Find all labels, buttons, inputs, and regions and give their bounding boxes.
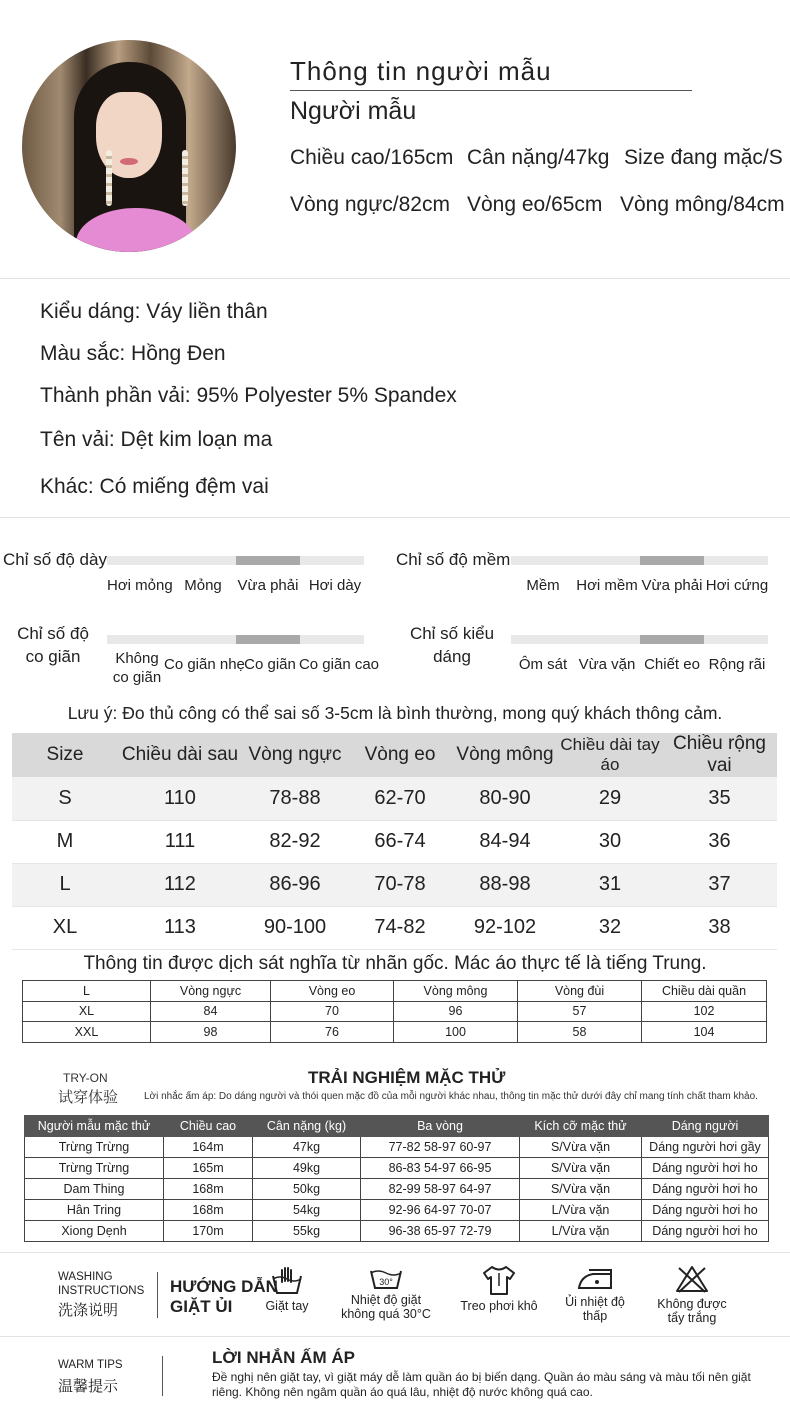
softness-option: Vừa phải <box>641 577 703 594</box>
divider <box>0 1336 790 1337</box>
table-cell: 113 <box>118 906 242 949</box>
model-height: Chiều cao/165cm <box>290 146 454 169</box>
header-size: Size <box>12 733 118 777</box>
table-cell: 76 <box>271 1022 394 1043</box>
thickness-index-label: Chỉ số độ dày <box>3 550 107 569</box>
title-underline <box>290 90 692 91</box>
table-cell: 62-70 <box>348 777 452 820</box>
tryon-label-cn: 试穿体验 <box>58 1089 119 1106</box>
table-cell: 84-94 <box>452 820 558 863</box>
softness-option: Mềm <box>526 577 560 594</box>
table-cell: Vòng eo <box>271 981 394 1002</box>
header-bust: Vòng ngực <box>242 733 348 777</box>
table-cell: Hân Tring <box>25 1200 164 1221</box>
table-cell: S <box>12 777 118 820</box>
table-cell: 96-38 65-97 72-79 <box>361 1221 520 1242</box>
thickness-bar <box>107 556 364 565</box>
table-cell: 37 <box>662 863 777 906</box>
table-row <box>12 906 777 949</box>
table-cell: Trừng Trừng <box>25 1158 164 1179</box>
table-cell: Vòng ngực <box>151 981 271 1002</box>
table-cell: 92-96 64-97 70-07 <box>361 1200 520 1221</box>
table-cell: 49kg <box>253 1158 361 1179</box>
table-cell: Dáng người hơi ho <box>642 1221 769 1242</box>
model-hip: Vòng mông/84cm <box>620 193 785 216</box>
table-cell: 66-74 <box>348 820 452 863</box>
table-cell: 80-90 <box>452 777 558 820</box>
elasticity-index-label: Chỉ số độ co giãn <box>17 624 89 666</box>
table-row <box>12 863 777 906</box>
table-cell: 70 <box>271 1001 394 1022</box>
wash-30-icon <box>369 1266 403 1290</box>
table-cell: 82-92 <box>242 820 348 863</box>
thickness-bar-selected <box>236 556 300 565</box>
table-cell: 86-96 <box>242 863 348 906</box>
table-cell: 92-102 <box>452 906 558 949</box>
table-cell: 86-83 54-97 66-95 <box>361 1158 520 1179</box>
washing-label-en: WASHING INSTRUCTIONS <box>58 1271 145 1297</box>
table-cell: 84 <box>151 1001 271 1022</box>
no-bleach-icon <box>674 1264 710 1294</box>
elasticity-bar <box>107 635 364 644</box>
table-cell: 70-78 <box>348 863 452 906</box>
thickness-option: Hơi dày <box>308 577 362 594</box>
warm-tips-label-en: WARM TIPS <box>58 1359 123 1371</box>
table-cell: 111 <box>118 820 242 863</box>
softness-bar <box>511 556 768 565</box>
table-cell: Dáng người hơi ho <box>642 1158 769 1179</box>
table-cell: Xiong Dẹnh <box>25 1221 164 1242</box>
tryon-subtitle: Lời nhắc ấm áp: Do dáng người và thói quen mặc đồ của mỗi người khác nhau, thông tin mặc thử dưới đây chỉ mang tính chất tham khảo. <box>144 1091 758 1102</box>
hand-wash-icon <box>270 1266 304 1296</box>
table-cell: 55kg <box>253 1221 361 1242</box>
table-row <box>25 1137 769 1158</box>
model-waist: Vòng eo/65cm <box>467 193 603 216</box>
header-back-length: Chiều dài sau <box>118 733 242 777</box>
attr-fabric-name: Tên vải: Dệt kim loạn ma <box>40 428 273 451</box>
model-bust: Vòng ngực/82cm <box>290 193 450 216</box>
hang-dry-icon <box>481 1264 517 1296</box>
fit-bar <box>511 635 768 644</box>
table-cell: 90-100 <box>242 906 348 949</box>
table-cell: S/Vừa vặn <box>520 1179 642 1200</box>
warm-tips-text: Đề nghị nên giặt tay, vì giặt máy dễ làm quần áo bị biến dạng. Quần áo màu sáng và màu tối nên giặt riêng. Không nên ngâm quần áo quá lâu, nhiệt độ nước không quá cao. <box>212 1370 751 1399</box>
table-row <box>25 1221 769 1242</box>
table-cell: 112 <box>118 863 242 906</box>
fit-bar-selected <box>640 635 704 644</box>
svg-text:30°: 30° <box>379 1277 393 1287</box>
wash-item-no-bleach: Không được tẩy trắng <box>652 1264 732 1325</box>
table-cell: Dáng người hơi ho <box>642 1179 769 1200</box>
table-cell: 31 <box>558 863 662 906</box>
softness-option: Hơi cứng <box>705 577 769 594</box>
table-cell: 100 <box>394 1022 518 1043</box>
size-table-header <box>12 733 777 777</box>
table-cell: 35 <box>662 777 777 820</box>
table-cell: 74-82 <box>348 906 452 949</box>
table-cell: 165m <box>164 1158 253 1179</box>
elasticity-option: Co giãn nhẹ <box>164 656 245 673</box>
table-cell: L <box>12 863 118 906</box>
tryon-title: TRẢI NGHIỆM MẶC THỬ <box>308 1068 506 1087</box>
warm-tips-title: LỜI NHẮN ẤM ÁP <box>212 1348 355 1367</box>
washing-label-cn: 洗涤说明 <box>58 1302 119 1319</box>
table-row <box>25 1179 769 1200</box>
measurement-note: Lưu ý: Đo thủ công có thể sai số 3-5cm là bình thường, mong quý khách thông cảm. <box>67 703 723 723</box>
table-cell: 170m <box>164 1221 253 1242</box>
wash-item-low-iron: Ủi nhiệt độ thấp <box>560 1264 630 1323</box>
table-row <box>25 1158 769 1179</box>
table-header-cell: Kích cỡ mặc thử <box>520 1116 642 1137</box>
table-cell: Dáng người hơi gầy <box>642 1137 769 1158</box>
table-cell: 104 <box>642 1022 767 1043</box>
thickness-option: Mỏng <box>184 577 222 594</box>
fit-option: Rộng rãi <box>708 656 766 673</box>
size-table <box>12 733 777 950</box>
warm-tips-label-cn: 温馨提示 <box>58 1378 119 1395</box>
table-row <box>23 1022 767 1043</box>
table-cell: 88-98 <box>452 863 558 906</box>
softness-bar-selected <box>640 556 704 565</box>
divider <box>0 1252 790 1253</box>
table-row <box>25 1200 769 1221</box>
table-cell: Dáng người hơi ho <box>642 1200 769 1221</box>
model-subtitle: Người mẫu <box>290 97 417 125</box>
table-cell: S/Vừa vặn <box>520 1158 642 1179</box>
table-header-cell: Cân nặng (kg) <box>253 1116 361 1137</box>
header-sleeve-length: Chiều dài tay áo <box>558 733 662 777</box>
table-row <box>23 1001 767 1022</box>
model-info-title: Thông tin người mẫu <box>290 56 552 86</box>
model-weight: Cân nặng/47kg <box>467 146 610 169</box>
softness-index-label: Chỉ số độ mềm <box>396 550 511 569</box>
thickness-option: Vừa phải <box>237 577 299 594</box>
table-cell: M <box>12 820 118 863</box>
fit-option: Chiết eo <box>644 656 700 673</box>
thickness-option: Hơi mỏng <box>107 577 173 594</box>
attr-color: Màu sắc: Hồng Đen <box>40 342 226 365</box>
table-cell: 50kg <box>253 1179 361 1200</box>
header-hip: Vòng mông <box>452 733 558 777</box>
wash-item-temperature: 30° Nhiệt độ giặt không quá 30°C <box>334 1266 438 1321</box>
table-cell: 58 <box>518 1022 642 1043</box>
header-shoulder-width: Chiều rộng vai <box>662 733 777 777</box>
divider <box>0 278 790 279</box>
divider <box>0 517 790 518</box>
table-cell: 30 <box>558 820 662 863</box>
table-cell: Dam Thing <box>25 1179 164 1200</box>
table-cell: 32 <box>558 906 662 949</box>
attr-style: Kiểu dáng: Váy liền thân <box>40 300 268 323</box>
elasticity-option: Co giãn cao <box>298 656 380 673</box>
table-cell: L/Vừa vặn <box>520 1221 642 1242</box>
table-cell: XL <box>23 1001 151 1022</box>
elasticity-option: Co giãn <box>244 656 296 673</box>
table-cell: 102 <box>642 1001 767 1022</box>
table-cell: Vòng đùi <box>518 981 642 1002</box>
vertical-divider <box>157 1272 158 1318</box>
table-cell: S/Vừa vặn <box>520 1137 642 1158</box>
table-cell: 98 <box>151 1022 271 1043</box>
table-header-cell: Người mẫu mặc thử <box>25 1116 164 1137</box>
fit-option: Vừa vặn <box>578 656 636 673</box>
fit-option: Ôm sát <box>518 656 568 673</box>
washing-title: HƯỚNG DẪN GIẶT ỦI <box>170 1277 278 1316</box>
model-size-worn: Size đang mặc/S <box>624 146 783 169</box>
table-cell: XL <box>12 906 118 949</box>
wash-item-hand-wash: Giặt tay <box>262 1266 312 1313</box>
table-row <box>23 981 767 1002</box>
table-row <box>12 777 777 820</box>
elasticity-option: Không co giãn <box>112 650 162 686</box>
low-iron-icon <box>575 1264 615 1292</box>
table-cell: L/Vừa vặn <box>520 1200 642 1221</box>
table-cell: 38 <box>662 906 777 949</box>
table-cell: 168m <box>164 1200 253 1221</box>
softness-option: Hơi mềm <box>576 577 638 594</box>
table-cell: 82-99 58-97 64-97 <box>361 1179 520 1200</box>
tryon-label-en: TRY-ON <box>63 1071 108 1085</box>
tryon-header-row <box>25 1116 769 1137</box>
header-waist: Vòng eo <box>348 733 452 777</box>
table-header-cell: Chiều cao <box>164 1116 253 1137</box>
table-cell: Trừng Trừng <box>25 1137 164 1158</box>
table-cell: 36 <box>662 820 777 863</box>
elasticity-bar-selected <box>236 635 300 644</box>
table-cell: 164m <box>164 1137 253 1158</box>
table-cell: 96 <box>394 1001 518 1022</box>
model-avatar <box>22 40 236 252</box>
tryon-table <box>24 1115 769 1242</box>
fit-index-label: Chỉ số kiểu dáng <box>409 624 495 666</box>
table-cell: 77-82 58-97 60-97 <box>361 1137 520 1158</box>
table-cell: 57 <box>518 1001 642 1022</box>
label-table <box>22 980 767 1043</box>
table-cell: Vòng mông <box>394 981 518 1002</box>
table-cell: XXL <box>23 1022 151 1043</box>
table-cell: 29 <box>558 777 662 820</box>
table-cell: 78-88 <box>242 777 348 820</box>
table-cell: 168m <box>164 1179 253 1200</box>
attr-other: Khác: Có miếng đệm vai <box>40 475 269 498</box>
table-cell: 47kg <box>253 1137 361 1158</box>
table-cell: Chiều dài quần <box>642 981 767 1002</box>
attr-fabric-composition: Thành phần vải: 95% Polyester 5% Spandex <box>40 384 457 407</box>
table-cell: 110 <box>118 777 242 820</box>
table-header-cell: Dáng người <box>642 1116 769 1137</box>
vertical-divider <box>162 1356 163 1396</box>
translation-note: Thông tin được dịch sát nghĩa từ nhãn gốc. Mác áo thực tế là tiếng Trung. <box>83 953 707 974</box>
table-cell: L <box>23 981 151 1002</box>
table-cell: 54kg <box>253 1200 361 1221</box>
wash-item-hang-dry: Treo phơi khô <box>456 1264 542 1313</box>
table-row <box>12 820 777 863</box>
table-header-cell: Ba vòng <box>361 1116 520 1137</box>
